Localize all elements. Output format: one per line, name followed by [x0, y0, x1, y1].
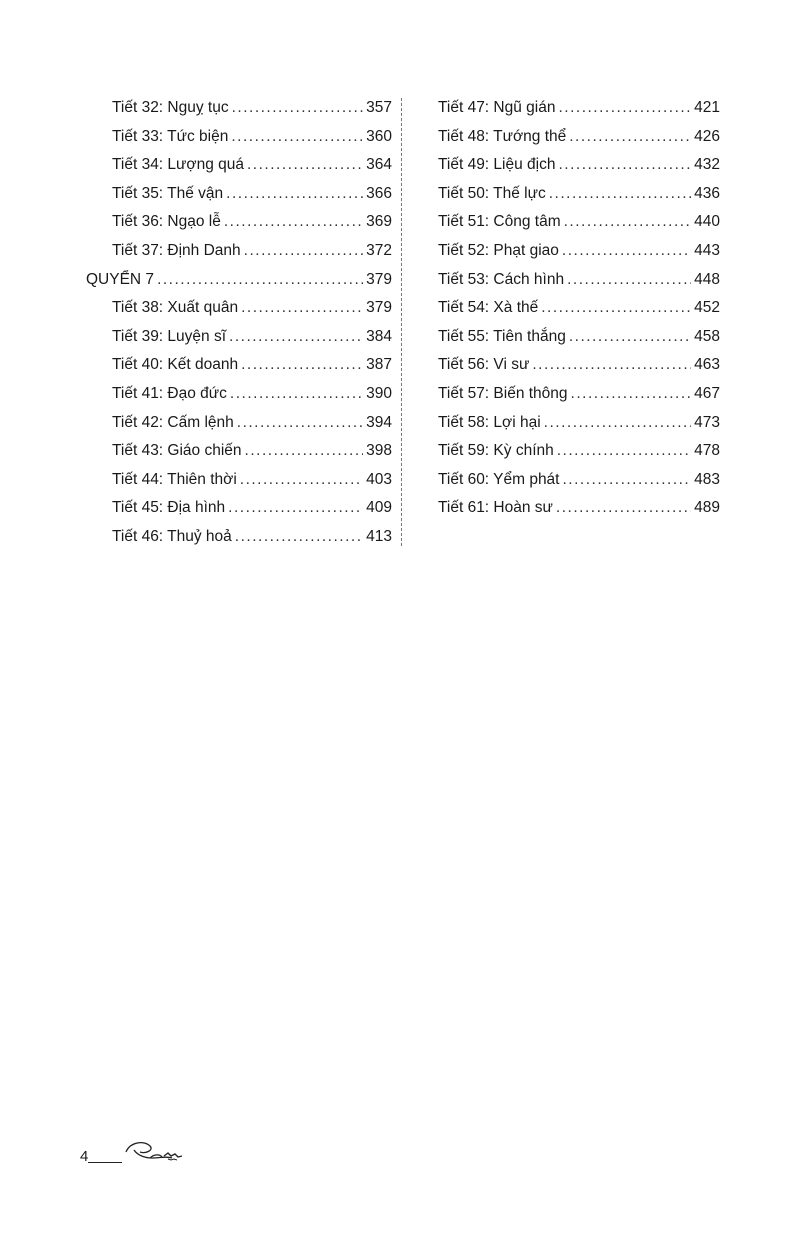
toc-entry-page: 448 [694, 270, 720, 288]
toc-leader-dots [231, 123, 363, 152]
toc-entry-label: Tiết 59: Kỳ chính [438, 442, 554, 460]
toc-entry-label: Tiết 51: Công tâm [438, 213, 561, 231]
scribble-ornament-icon [116, 1138, 186, 1166]
toc-leader-dots [544, 409, 691, 438]
toc-entry [438, 437, 720, 466]
toc-leader-dots [226, 180, 363, 209]
toc-entry-label: Tiết 47: Ngũ gián [438, 99, 556, 116]
toc-entry-label: Tiết 41: Đạo đức [112, 384, 227, 402]
toc-leader-dots [558, 151, 691, 180]
page-number: 4 [80, 1148, 89, 1165]
toc-entry-page: 360 [366, 127, 392, 145]
toc-section-heading [86, 266, 392, 295]
toc-entry-label: Tiết 40: Kết doanh [112, 356, 239, 374]
toc-entry-page: 403 [366, 470, 392, 488]
toc-entry [438, 94, 720, 123]
toc-leader-dots [541, 294, 691, 323]
toc-entry-page: 390 [366, 384, 392, 402]
toc-entry [438, 466, 720, 495]
toc-entry-label: Tiết 35: Thế vận [112, 184, 224, 202]
toc-entry-label: Tiết 53: Cách hình [438, 270, 565, 288]
toc-entry-page: 379 [366, 299, 392, 317]
toc-leader-dots [241, 351, 363, 380]
toc-entry [438, 294, 720, 323]
toc-entry-label: Tiết 33: Tức biện [112, 127, 229, 145]
toc-entry-label: Tiết 48: Tướng thể [438, 127, 567, 145]
toc-leader-dots [567, 266, 691, 295]
toc-leader-dots [224, 208, 363, 237]
toc-entry-label: Tiết 45: Địa hình [112, 499, 226, 517]
toc-leader-dots [237, 409, 363, 438]
toc-entry-page: 440 [694, 213, 720, 231]
toc-entry [86, 123, 392, 152]
toc-entry-label: Tiết 60: Yểm phát [438, 470, 560, 488]
toc-entry-label: Tiết 34: Lượng quá [112, 156, 244, 174]
toc-entry-label: Tiết 37: Định Danh [112, 241, 241, 259]
toc-entry [86, 466, 392, 495]
toc-entry [438, 409, 720, 438]
toc-entry-label: Tiết 61: Hoàn sư [438, 499, 553, 517]
toc-leader-dots [549, 180, 691, 209]
toc-entry [86, 494, 392, 523]
toc-entry-page: 478 [694, 442, 720, 460]
toc-entry-page: 473 [694, 413, 720, 431]
toc-leader-dots [240, 466, 363, 495]
toc-entry-label: Tiết 57: Biến thông [438, 384, 568, 402]
toc-entry-label: QUYỂN 7 [86, 270, 155, 288]
toc-entry-page: 379 [366, 270, 392, 288]
toc-entry [438, 494, 720, 523]
toc-leader-dots [556, 494, 691, 523]
toc-entry-label: Tiết 58: Lợi hại [438, 413, 541, 431]
toc-entry-label: Tiết 43: Giáo chiến [112, 442, 242, 460]
toc-entry [438, 151, 720, 180]
column-divider [401, 98, 402, 546]
toc-leader-dots [157, 266, 363, 295]
toc-entry-page: 458 [694, 327, 720, 345]
toc-entry-page: 443 [694, 241, 720, 259]
toc-entry-page: 387 [366, 356, 392, 374]
toc-entry-label: Tiết 38: Xuất quân [112, 299, 239, 317]
toc-entry-page: 364 [366, 156, 392, 174]
toc-entry-page: 452 [694, 299, 720, 317]
toc-leader-dots [563, 466, 692, 495]
toc-leader-dots [532, 351, 691, 380]
toc-entry-label: Tiết 55: Tiên thắng [438, 327, 566, 345]
toc-entry-page: 366 [366, 184, 392, 202]
toc-entry-page: 409 [366, 499, 392, 517]
toc-entry-label: Tiết 32: Nguỵ tục [112, 99, 229, 116]
toc-entry [86, 294, 392, 323]
toc-entry-label: Tiết 49: Liệu địch [438, 156, 556, 174]
toc-entry [438, 323, 720, 352]
toc-entry-page: 421 [694, 99, 720, 116]
toc-entry-label: Tiết 39: Luyện sĩ [112, 327, 227, 345]
toc-leader-dots [229, 323, 363, 352]
page-footer [80, 1138, 186, 1166]
toc-leader-dots [564, 208, 692, 237]
toc-leader-dots [569, 123, 691, 152]
toc-leader-dots [241, 294, 363, 323]
toc-entry-page: 426 [694, 127, 720, 145]
toc-entry-page: 413 [366, 527, 392, 545]
toc-leader-dots [245, 437, 364, 466]
toc-entry-label: Tiết 56: Vi sư [438, 356, 530, 374]
toc-entry-page: 372 [366, 241, 392, 259]
toc-entry [86, 380, 392, 409]
toc-leader-dots [230, 380, 363, 409]
toc-entry-page: 489 [694, 499, 720, 517]
toc-leader-dots [557, 437, 691, 466]
toc-entry-page: 369 [366, 213, 392, 231]
toc-entry-page: 357 [366, 99, 392, 116]
toc-leader-dots [244, 237, 363, 266]
toc-entry [86, 523, 392, 552]
toc-entry-label: Tiết 50: Thế lực [438, 184, 546, 202]
toc-entry-page: 384 [366, 327, 392, 345]
toc-entry [86, 237, 392, 266]
toc-entry-label: Tiết 44: Thiên thời [112, 470, 237, 488]
toc-entry [86, 208, 392, 237]
toc-entry-page: 483 [694, 470, 720, 488]
toc-column-right [438, 94, 720, 523]
toc-entry [438, 180, 720, 209]
toc-entry-label: Tiết 46: Thuỷ hoả [112, 527, 232, 545]
toc-leader-dots [235, 523, 363, 552]
toc-leader-dots [228, 494, 363, 523]
toc-entry [86, 351, 392, 380]
toc-entry-page: 463 [694, 356, 720, 374]
toc-entry [86, 409, 392, 438]
toc-leader-dots [558, 94, 691, 123]
toc-entry [86, 151, 392, 180]
toc-column-left [86, 94, 392, 552]
toc-entry [438, 237, 720, 266]
toc-entry [438, 208, 720, 237]
toc-entry-label: Tiết 36: Ngạo lễ [112, 213, 221, 231]
toc-leader-dots [569, 323, 691, 352]
toc-leader-dots [232, 94, 364, 123]
toc-entry [438, 266, 720, 295]
toc-entry-page: 398 [366, 442, 392, 460]
toc-entry [86, 323, 392, 352]
toc-entry-page: 394 [366, 413, 392, 431]
toc-leader-dots [562, 237, 691, 266]
toc-entry-label: Tiết 42: Cấm lệnh [112, 413, 234, 431]
toc-leader-dots [247, 151, 363, 180]
toc-entry-page: 467 [694, 384, 720, 402]
toc-entry-page: 436 [694, 184, 720, 202]
toc-entry-label: Tiết 54: Xà thế [438, 299, 539, 317]
toc-entry [86, 94, 392, 123]
toc-entry-label: Tiết 52: Phạt giao [438, 241, 559, 259]
toc-entry [438, 123, 720, 152]
toc-entry [86, 180, 392, 209]
toc-entry [438, 351, 720, 380]
toc-leader-dots [571, 380, 692, 409]
toc-entry [86, 437, 392, 466]
toc-entry-page: 432 [694, 156, 720, 174]
toc-entry [438, 380, 720, 409]
